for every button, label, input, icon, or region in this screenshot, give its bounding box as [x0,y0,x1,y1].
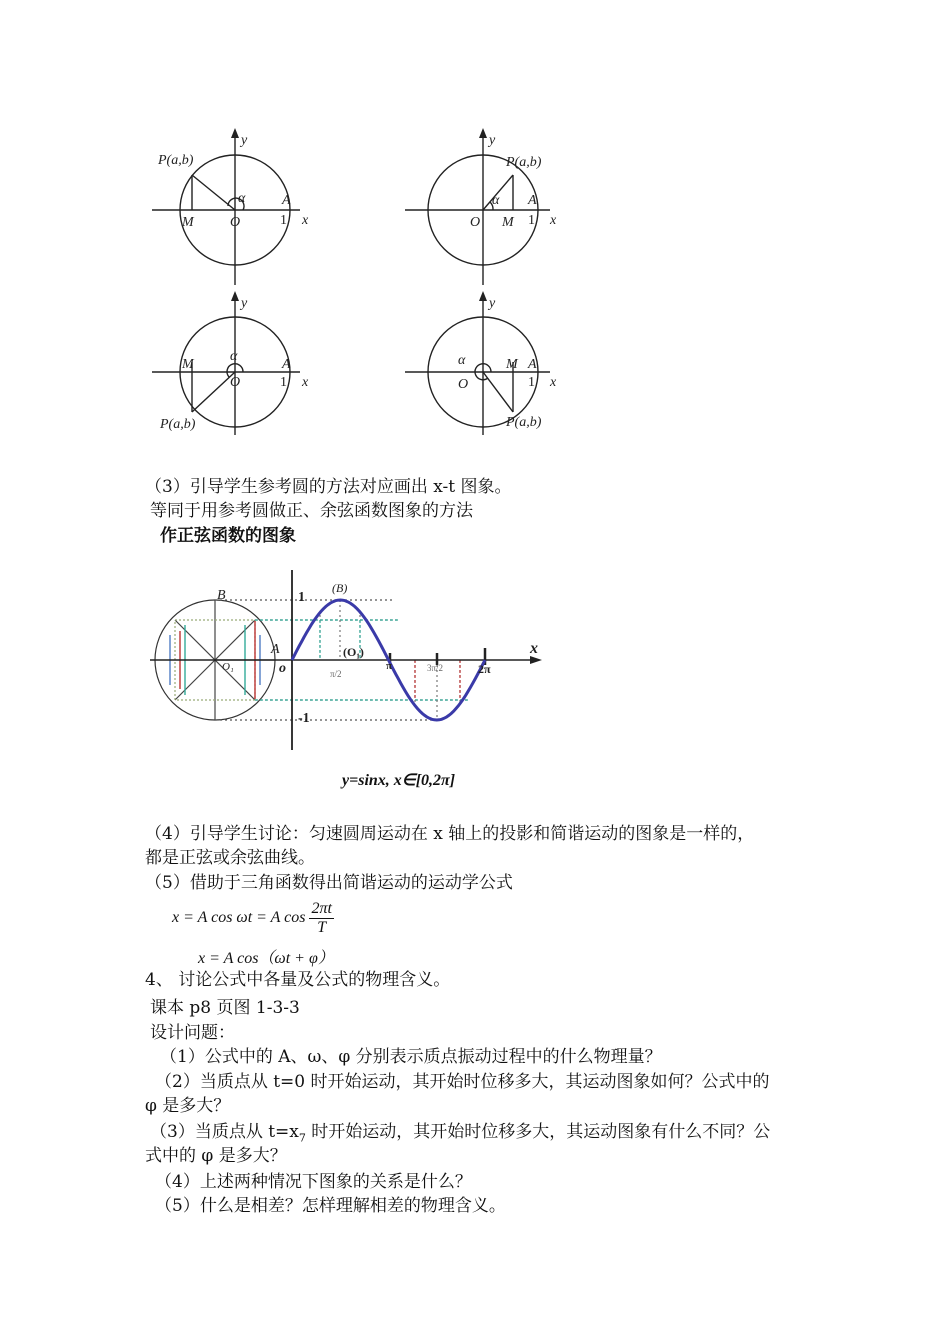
label-o1-paren: (O₁) [343,645,364,659]
label-one: 1 [298,590,305,605]
formula-1 [172,900,334,937]
formula-1-fraction [309,900,333,937]
panel4-a: A [528,357,537,372]
label-o: o [279,661,286,676]
panel4-y: y [489,296,496,311]
question-3-line2: 式中的 φ 是多大？ [145,1146,287,1166]
question-3-sub: 7 [298,1131,306,1145]
label-x: x [530,640,538,657]
panel2-a: A [528,193,537,208]
label-a: A [271,642,280,657]
panel1-m: M [182,215,194,230]
step5-text: （5）借助于三角函数得出简谐运动的运动学公式 [145,873,513,893]
question-1: （1）公式中的 A、ω、φ 分别表示质点振动过程中的什么物理量？ [160,1047,662,1067]
panel2-alpha: α [492,193,500,208]
panel3-m: M [182,357,194,372]
panel4-o: O [458,377,469,392]
panel4-m: M [506,357,518,372]
step3-text: （3）引导学生参考圆的方法对应画出 x-t 图象。 [145,477,512,497]
panel2-p-label: P(a,b) [506,155,542,170]
panel1-alpha: α [238,191,246,206]
panel2-x: x [550,213,557,228]
unit-circle-figure [140,120,580,440]
step3-subtext: 等同于用参考圆做正、余弦函数图象的方法 [150,501,473,521]
panel4-alpha: α [458,353,466,368]
formula-1-numerator: 2πt [311,900,332,917]
question-3-pre: （3）当质点从 t=x [150,1122,299,1142]
formula-1-denominator: T [317,919,327,936]
tick-pi-half: π/2 [330,669,342,679]
tick-pi: π [386,660,393,672]
panel3-y: y [241,296,248,311]
label-b: B [217,588,226,603]
panel1-x: x [302,213,309,228]
sine-reference-figure [150,565,560,787]
question-3-post: 时开始运动，其开始时位移多大，其运动图象有什么不同？公 [305,1122,771,1142]
question-5: （5）什么是相差？怎样理解相差的物理含义。 [155,1196,506,1216]
panel1-o: O [230,215,241,230]
panel4-p-label: P(a,b) [506,415,542,430]
step4-text-line1: （4）引导学生讨论：匀速圆周运动在 x 轴上的投影和简谐运动的图象是一样的， [145,824,755,844]
panel3-a: A [282,357,291,372]
tick-three-pi-half: 3π/2 [427,663,444,673]
label-neg-one: -1 [298,711,310,726]
clipped-heading: 作正弦函数的图象 [160,526,296,546]
panel4-x: x [550,375,557,390]
panel3-one: 1 [280,375,287,390]
label-o1: O₁ [222,661,234,673]
panel1-y: y [241,133,248,148]
panel2-one: 1 [528,213,535,228]
step4-text-line2: 都是正弦或余弦曲线。 [145,848,315,868]
tick-two-pi: 2π [478,662,491,676]
textbook-reference: 课本 p8 页图 1-3-3 [150,998,300,1018]
panel2-m: M [502,215,514,230]
panel3-o: O [230,375,241,390]
section4-heading: 4、 讨论公式中各量及公式的物理含义。 [145,970,451,990]
formula-2: x = A cos（ωt + φ） [198,950,334,967]
sine-caption: y=sinx, x∈[0,2π] [342,772,456,789]
formula-1-left: x = A cos ωt = A cos [172,909,306,927]
panel3-x: x [302,375,309,390]
panel3-alpha: α [230,349,238,364]
question-4: （4）上述两种情况下图象的关系是什么？ [155,1172,472,1192]
panel2-o: O [470,215,481,230]
panel1-p-label: P(a,b) [158,153,194,168]
design-questions-label: 设计问题： [150,1023,235,1043]
question-2-line2: φ 是多大？ [145,1096,231,1116]
panel1-one: 1 [280,213,287,228]
panel4-one: 1 [528,375,535,390]
sine-caption-container [342,771,542,789]
label-b-paren: (B) [332,581,348,595]
clipped-heading-container [160,522,360,546]
panel1-a: A [282,193,291,208]
panel3-p-label: P(a,b) [160,417,196,432]
panel2-y: y [489,133,496,148]
question-2-line1: （2）当质点从 t=0 时开始运动，其开始时位移多大，其运动图象如何？公式中的 [155,1072,770,1092]
